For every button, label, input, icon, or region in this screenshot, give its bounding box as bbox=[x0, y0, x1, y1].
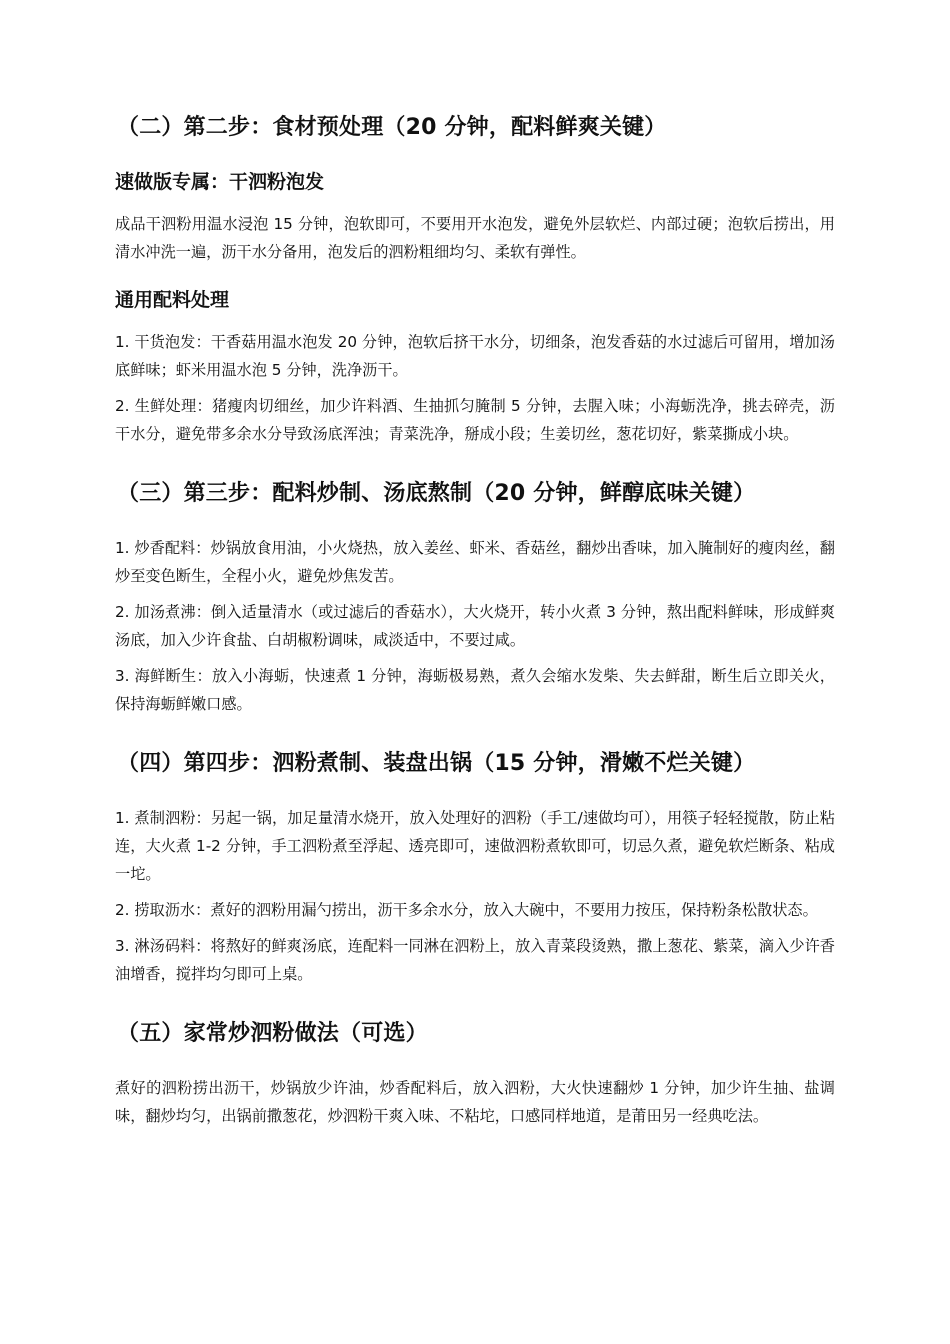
section-heading-step4: （四）第四步：泗粉煮制、装盘出锅（15 分钟，滑嫩不烂关键） bbox=[117, 751, 756, 776]
list-item-seafood: 3. 海鲜断生：放入小海蛎，快速煮 1 分钟，海蛎极易熟，煮久会缩水发柴、失去鲜甜，断生后立即关火，保持海蛎鲜嫩口感。 bbox=[115, 667, 835, 713]
list-item-stir-fry: 1. 炒香配料：炒锅放食用油，小火烧热，放入姜丝、虾米、香菇丝，翻炒出香味，加入腌制好的瘦肉丝，翻炒至变色断生，全程小火，避免炒焦发苦。 bbox=[115, 539, 835, 585]
list-item-drain: 2. 捞取沥水：煮好的泗粉用漏勺捞出，沥干多余水分，放入大碗中，不要用力按压，保持粉条松散状态。 bbox=[115, 901, 818, 919]
list-item-cook-noodles: 1. 煮制泗粉：另起一锅，加足量清水烧开，放入处理好的泗粉（手工/速做均可），用筷子轻轻搅散，防止粘连，大火煮 1-2 分钟，手工泗粉煮至浮起、透亮即可，速做泗粉煮软即可，切忌久煮，避免软烂断条、粘成一坨。 bbox=[115, 809, 835, 883]
list-item-fresh-goods: 2. 生鲜处理：猪瘦肉切细丝，加少许料酒、生抽抓匀腌制 5 分钟，去腥入味；小海蛎洗净，挑去碎壳，沥干水分，避免带多余水分导致汤底浑浊；青菜洗净，掰成小段；生姜切丝，葱花切好，紫菜撕成小块。 bbox=[115, 397, 835, 443]
section-heading-step2: （二）第二步：食材预处理（20 分钟，配料鲜爽关键） bbox=[117, 115, 667, 140]
section-heading-step5: （五）家常炒泗粉做法（可选） bbox=[117, 1021, 428, 1046]
paragraph-soak-noodles: 成品干泗粉用温水浸泡 15 分钟，泡软即可，不要用开水泡发，避免外层软烂、内部过硬；泡软后捞出，用清水冲洗一遍，沥干水分备用，泡发后的泗粉粗细均匀、柔软有弹性。 bbox=[115, 215, 835, 261]
subheading-quick-version: 速做版专属：干泗粉泡发 bbox=[115, 171, 325, 193]
section-heading-step3: （三）第三步：配料炒制、汤底熬制（20 分钟，鲜醇底味关键） bbox=[117, 481, 756, 506]
list-item-dry-goods: 1. 干货泡发：干香菇用温水泡发 20 分钟，泡软后挤干水分，切细条，泡发香菇的水过滤后可留用，增加汤底鲜味；虾米用温水泡 5 分钟，洗净沥干。 bbox=[115, 333, 835, 379]
paragraph-fried-noodles: 煮好的泗粉捞出沥干，炒锅放少许油，炒香配料后，放入泗粉，大火快速翻炒 1 分钟，加少许生抽、盐调味，翻炒均匀，出锅前撒葱花，炒泗粉干爽入味、不粘坨，口感同样地道，是莆田另一经典吃法。 bbox=[115, 1079, 835, 1125]
list-item-boil-soup: 2. 加汤煮沸：倒入适量清水（或过滤后的香菇水），大火烧开，转小火煮 3 分钟，熬出配料鲜味，形成鲜爽汤底，加入少许食盐、白胡椒粉调味，咸淡适中，不要过咸。 bbox=[115, 603, 835, 649]
list-item-pour-soup: 3. 淋汤码料：将熬好的鲜爽汤底，连配料一同淋在泗粉上，放入青菜段烫熟，撒上葱花、紫菜，滴入少许香油增香，搅拌均匀即可上桌。 bbox=[115, 937, 835, 983]
document-page bbox=[115, 112, 835, 1138]
subheading-general-ingredients: 通用配料处理 bbox=[115, 289, 230, 311]
